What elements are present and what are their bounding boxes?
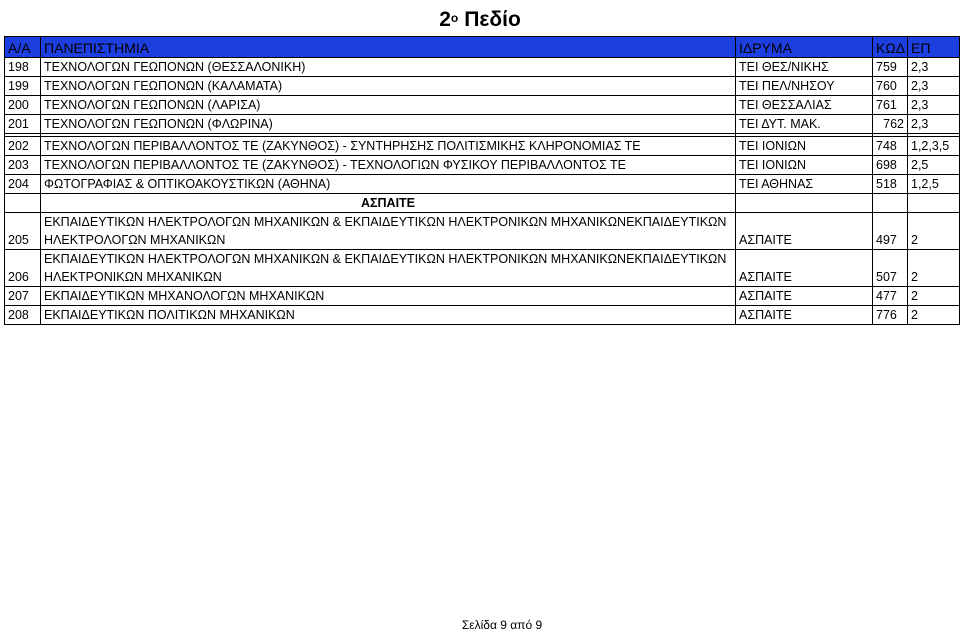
cell-university: ΤΕΧΝΟΛΟΓΩΝ ΓΕΩΠΟΝΩΝ (ΦΛΩΡΙΝΑ) xyxy=(41,115,736,134)
section-row xyxy=(5,194,960,213)
cell-code: 762 xyxy=(873,115,908,134)
cell-aa: 205 xyxy=(5,213,41,250)
cell-university: ΦΩΤΟΓΡΑΦΙΑΣ & ΟΠΤΙΚΟΑΚΟΥΣΤΙΚΩΝ (ΑΘΗΝΑ) xyxy=(41,175,736,194)
cell-university: ΕΚΠΑΙΔΕΥΤΙΚΩΝ ΜΗΧΑΝΟΛΟΓΩΝ ΜΗΧΑΝΙΚΩΝ xyxy=(41,287,736,306)
cell-institution: ΤΕΙ ΑΘΗΝΑΣ xyxy=(736,175,873,194)
cell-aa: 208 xyxy=(5,306,41,325)
cell-ep: 2,3 xyxy=(908,77,960,96)
cell-university: ΤΕΧΝΟΛΟΓΩΝ ΓΕΩΠΟΝΩΝ (ΚΑΛΑΜΑΤΑ) xyxy=(41,77,736,96)
cell-institution: ΤΕΙ ΘΕΣ/ΝΙΚΗΣ xyxy=(736,58,873,77)
cell-university: ΤΕΧΝΟΛΟΓΩΝ ΠΕΡΙΒΑΛΛΟΝΤΟΣ ΤΕ (ΖΑΚΥΝΘΟΣ) - ΤΕΧΝΟΛΟΓΙΩΝ ΦΥΣΙΚΟΥ ΠΕΡΙΒΑΛΛΟΝΤΟΣ ΤΕ xyxy=(41,156,736,175)
cell-code: 760 xyxy=(873,77,908,96)
table-header-row xyxy=(5,37,960,58)
table-row xyxy=(5,137,960,156)
cell-institution: ΤΕΙ ΔΥΤ. ΜΑΚ. xyxy=(736,115,873,134)
cell-ep: 1,2,5 xyxy=(908,175,960,194)
cell-code: 698 xyxy=(873,156,908,175)
cell-ep: 2,3 xyxy=(908,58,960,77)
title-superscript: ο xyxy=(450,11,459,25)
cell-ep: 2 xyxy=(908,250,960,287)
cell-university: ΕΚΠΑΙΔΕΥΤΙΚΩΝ ΠΟΛΙΤΙΚΩΝ ΜΗΧΑΝΙΚΩΝ xyxy=(41,306,736,325)
section-empty-cell xyxy=(5,194,41,213)
cell-university: ΕΚΠΑΙΔΕΥΤΙΚΩΝ ΗΛΕΚΤΡΟΛΟΓΩΝ ΜΗΧΑΝΙΚΩΝ & ΕΚΠΑΙΔΕΥΤΙΚΩΝ ΗΛΕΚΤΡΟΝΙΚΩΝ ΜΗΧΑΝΙΚΩΝΕΚΠΑΙΔΕΥΤΙΚΩΝ ΗΛΕΚΤΡΟΛΟΓΩΝ ΜΗΧΑΝΙΚΩΝ xyxy=(41,213,736,250)
table-row xyxy=(5,213,960,250)
cell-code: 518 xyxy=(873,175,908,194)
cell-university: ΤΕΧΝΟΛΟΓΩΝ ΓΕΩΠΟΝΩΝ (ΛΑΡΙΣΑ) xyxy=(41,96,736,115)
cell-aa: 200 xyxy=(5,96,41,115)
cell-institution: ΑΣΠΑΙΤΕ xyxy=(736,213,873,250)
cell-ep: 2 xyxy=(908,306,960,325)
cell-aa: 202 xyxy=(5,137,41,156)
cell-university: ΕΚΠΑΙΔΕΥΤΙΚΩΝ ΗΛΕΚΤΡΟΛΟΓΩΝ ΜΗΧΑΝΙΚΩΝ & ΕΚΠΑΙΔΕΥΤΙΚΩΝ ΗΛΕΚΤΡΟΝΙΚΩΝ ΜΗΧΑΝΙΚΩΝΕΚΠΑΙΔΕΥΤΙΚΩΝ ΗΛΕΚΤΡΟΝΙΚΩΝ ΜΗΧΑΝΙΚΩΝ xyxy=(41,250,736,287)
title-text: Πεδίο xyxy=(464,8,521,31)
header-ep: ΕΠ xyxy=(908,37,960,58)
header-institution: ΙΔΡΥΜΑ xyxy=(736,37,873,58)
cell-institution: ΤΕΙ ΙΟΝΙΩΝ xyxy=(736,156,873,175)
table-row xyxy=(5,306,960,325)
table-row xyxy=(5,58,960,77)
cell-code: 507 xyxy=(873,250,908,287)
header-code: ΚΩΔ xyxy=(873,37,908,58)
cell-university: ΤΕΧΝΟΛΟΓΩΝ ΓΕΩΠΟΝΩΝ (ΘΕΣΣΑΛΟΝΙΚΗ) xyxy=(41,58,736,77)
cell-aa: 206 xyxy=(5,250,41,287)
table-row xyxy=(5,115,960,134)
cell-aa: 203 xyxy=(5,156,41,175)
cell-ep: 2,3 xyxy=(908,96,960,115)
header-university: ΠΑΝΕΠΙΣΤΗΜΙΑ xyxy=(41,37,736,58)
cell-aa: 199 xyxy=(5,77,41,96)
cell-aa: 204 xyxy=(5,175,41,194)
institutions-table xyxy=(4,36,960,325)
cell-institution: ΤΕΙ ΘΕΣΣΑΛΙΑΣ xyxy=(736,96,873,115)
table-row xyxy=(5,77,960,96)
page-footer: Σελίδα 9 από 9 xyxy=(461,618,543,632)
cell-code: 776 xyxy=(873,306,908,325)
cell-institution: ΤΕΙ ΠΕΛ/ΝΗΣΟΥ xyxy=(736,77,873,96)
cell-institution: ΑΣΠΑΙΤΕ xyxy=(736,306,873,325)
section-label: ΑΣΠΑΙΤΕ xyxy=(41,194,736,213)
section-empty-cell xyxy=(736,194,873,213)
cell-ep: 2,3 xyxy=(908,115,960,134)
cell-ep: 2 xyxy=(908,213,960,250)
cell-code: 477 xyxy=(873,287,908,306)
table-row xyxy=(5,287,960,306)
cell-institution: ΑΣΠΑΙΤΕ xyxy=(736,250,873,287)
cell-code: 748 xyxy=(873,137,908,156)
cell-institution: ΤΕΙ ΙΟΝΙΩΝ xyxy=(736,137,873,156)
cell-ep: 1,2,3,5 xyxy=(908,137,960,156)
table-row xyxy=(5,175,960,194)
cell-aa: 207 xyxy=(5,287,41,306)
cell-ep: 2,5 xyxy=(908,156,960,175)
cell-university: ΤΕΧΝΟΛΟΓΩΝ ΠΕΡΙΒΑΛΛΟΝΤΟΣ ΤΕ (ΖΑΚΥΝΘΟΣ) - ΣΥΝΤΗΡΗΣΗΣ ΠΟΛΙΤΙΣΜΙΚΗΣ ΚΛΗΡΟΝΟΜΙΑΣ ΤΕ xyxy=(41,137,736,156)
cell-code: 761 xyxy=(873,96,908,115)
table-row xyxy=(5,156,960,175)
title-number: 2 xyxy=(439,8,451,31)
table-row xyxy=(5,250,960,287)
section-empty-cell xyxy=(873,194,908,213)
cell-institution: ΑΣΠΑΙΤΕ xyxy=(736,287,873,306)
header-aa: Α/Α xyxy=(5,37,41,58)
section-empty-cell xyxy=(908,194,960,213)
cell-aa: 201 xyxy=(5,115,41,134)
cell-code: 497 xyxy=(873,213,908,250)
table-row xyxy=(5,96,960,115)
cell-ep: 2 xyxy=(908,287,960,306)
page-title xyxy=(0,6,960,34)
cell-code: 759 xyxy=(873,58,908,77)
cell-aa: 198 xyxy=(5,58,41,77)
